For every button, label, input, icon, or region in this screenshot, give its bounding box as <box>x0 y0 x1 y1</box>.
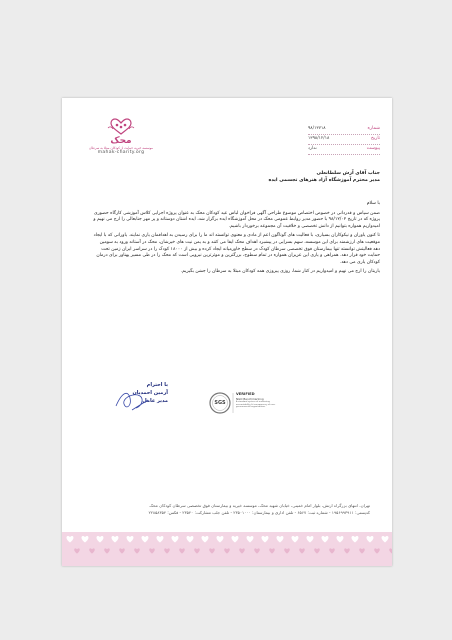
letter-meta <box>308 126 380 156</box>
meta-date: تاریخ ۱۳۹۸/۱۲/۱۸ <box>308 136 380 145</box>
logo <box>86 118 156 162</box>
recipient <box>118 170 380 184</box>
paragraph-3: یاریتان را ارج می نهیم و امیدواریم در کنار شما، روزی پیروزی همه کودکان مبتلا به سرطان را جشن بگیریم. <box>180 269 380 275</box>
footer-contact: کدپستی: ۱۹۵۶۹۹۳۹۱۱ - شماره ثبت: ۶۵۶۷ - تلفن اداری و بیمارستان: ۲۳۵۰۱۰۰۰ - تلفن جلب مشارکت: ۲۳۵۴۰ - فکس: ۲۲۸۵۸۳۵۴ <box>148 510 370 515</box>
sgs-mark: SGS <box>214 400 226 406</box>
footer-address: تهران، انتهای بزرگراه ارتش، بلوار امام خمینی، خیابان شهید محک، موسسه خیریه و بیمارستان فوق تخصصی سرطان کودکان محک <box>149 503 370 508</box>
recipient-name: جناب آقای آرش سلطانعلی <box>316 171 380 176</box>
cert-desc: A standard system of measuring accountability & transparency of non-governmental organizations <box>236 401 276 409</box>
logo-name: محک <box>110 136 132 146</box>
meta-attachment: پیوست ندارد <box>308 146 380 155</box>
sgs-certificate <box>209 390 279 416</box>
salutation: با سلام <box>366 201 380 206</box>
paragraph-1: ضمن سپاس و قدردانی در خصوص اختصاص موضوع طراحی آگهی فراخوان لباس عید کودکان محک به عنوان پروژه اجرایی کلاس آموزشی کارگاه حضوری پروژه که در تاریخ ۹۸/۱۲/۰۲ با حضور مدیر روابط عمومی محک در محل آموزشگاه ایده برگزار شد، ایده اشتان دوستانه و پر مهر جنابعالی را ارج می نهیم و امیدواریم همواره بتوانیم از دانش تخصصی و خلاقیت آن مجموعه برخوردار باشیم. <box>93 210 380 229</box>
mahak-heart-logo-icon <box>106 118 136 136</box>
cert-head: VERIFIED <box>236 392 255 396</box>
cert-body: NGO Benchmarking <box>236 397 264 401</box>
letter-page <box>62 98 392 566</box>
signature-title: مدیر عامل <box>142 398 168 404</box>
signature-name: آرمین احمدیان <box>132 390 168 396</box>
logo-url: mahak-charity.org <box>97 150 145 155</box>
paragraph-2: تا کنون یاوران و نیکوکاران بسیاری، با فعالیت های گوناگون اعم از مادی و معنوی توانسته اند ما را برای رسیدن به اهدافمان یاری نمایند. یاورانی که با ایجاد موقعیت های ارزشمند برای این موسسه، سهم بسزایی در پیشبرد اهداف محک ایفا می کنند و به یمن نیت های خیرشان، محک در آستانه ورود به سومین دهه فعالیتش توانسته تنها بیمارستان فوق تخصصی سرطان کودک در سطح خاورمیانه ایجاد کرده و بیش از ۱۸۰۰۰ کودک را در سراسر ایران زمین تحت حمایت خود قرار دهد. همراهی و یاری این عزیزان همواره در تمام سطوح، بزرگترین و موثرترین نیرویی است که محک را در طی مسیر پهناور برای درمان کودکان یاری می دهد. <box>93 233 380 265</box>
letter-body <box>92 201 380 279</box>
recipient-title: مدیر محترم آموزشگاه آزاد هنرهای تجسمی ایده <box>268 178 380 183</box>
meta-number: شماره ۹۸/۱۳۷۱۸ <box>308 126 380 135</box>
footer <box>88 502 370 516</box>
hearts-border <box>62 526 392 566</box>
handwritten-signature-icon <box>112 386 152 414</box>
logo-tagline: موسسه خیریه حمایت از کودکان مبتلا به سرطان <box>88 146 153 150</box>
signature-closing: با احترام <box>146 382 168 388</box>
